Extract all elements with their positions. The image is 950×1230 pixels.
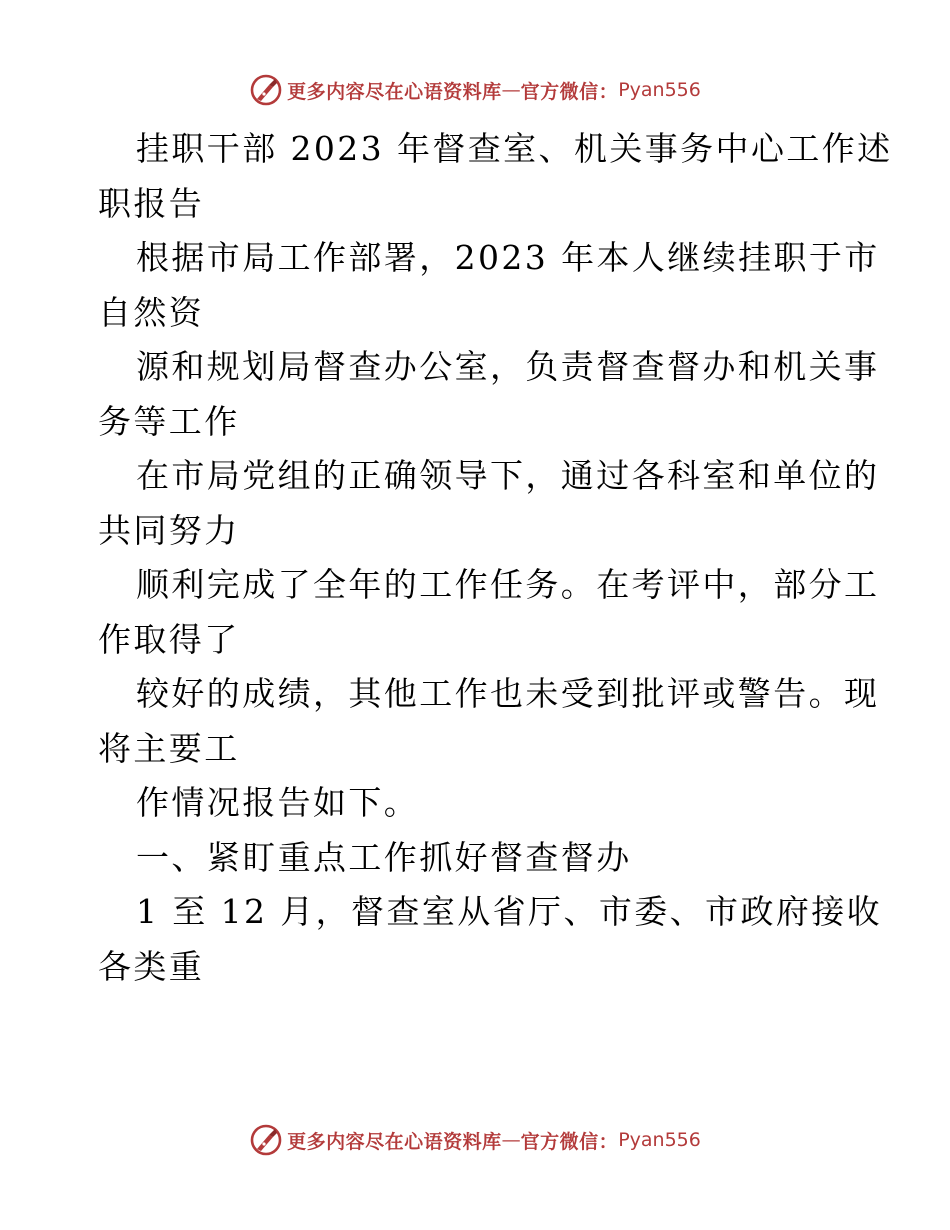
pen-nib-logo-icon xyxy=(249,1123,283,1157)
doc-line: 较好的成绩，其他工作也未受到批评或警告。现 xyxy=(136,674,880,713)
doc-line: 职报告 xyxy=(98,183,205,223)
watermark-wechat-id: Pyan556 xyxy=(618,1129,701,1151)
doc-line: 顺利完成了全年的工作任务。在考评中，部分工 xyxy=(136,565,880,604)
doc-line: 挂职干部 2023 年督查室、机关事务中心工作述 xyxy=(136,129,893,168)
section-heading: 一、紧盯重点工作抓好督查督办 xyxy=(136,837,632,877)
document-body xyxy=(98,122,893,994)
footer-watermark xyxy=(0,1120,950,1160)
doc-line: 在市局党组的正确领导下，通过各科室和单位的 xyxy=(136,456,880,495)
doc-line: 源和规划局督查办公室，负责督查督办和机关事 xyxy=(136,347,880,386)
doc-line: 各类重 xyxy=(98,946,205,986)
doc-line: 共同努力 xyxy=(98,510,240,550)
watermark-site-text: 更多内容尽在心语资料库 xyxy=(287,80,502,103)
doc-line: 务等工作 xyxy=(98,401,240,441)
doc-line: 自然资 xyxy=(98,292,205,332)
doc-line: 作情况报告如下。 xyxy=(136,783,420,822)
watermark-separator: — xyxy=(501,79,521,101)
doc-line: 1 至 12 月，督查室从省厅、市委、市政府接收 xyxy=(136,892,883,931)
doc-line: 根据市局工作部署，2023 年本人继续挂职于市 xyxy=(136,238,880,277)
watermark-separator: — xyxy=(501,1129,521,1151)
watermark-site-text: 更多内容尽在心语资料库 xyxy=(287,1130,502,1153)
doc-line: 将主要工 xyxy=(98,728,240,768)
watermark-wechat-label: 官方微信： xyxy=(520,80,619,103)
doc-line: 作取得了 xyxy=(98,619,240,659)
watermark-wechat-id: Pyan556 xyxy=(618,79,701,101)
pen-nib-logo-icon xyxy=(249,73,283,107)
header-watermark xyxy=(0,70,950,110)
watermark-wechat-label: 官方微信： xyxy=(520,1130,619,1153)
